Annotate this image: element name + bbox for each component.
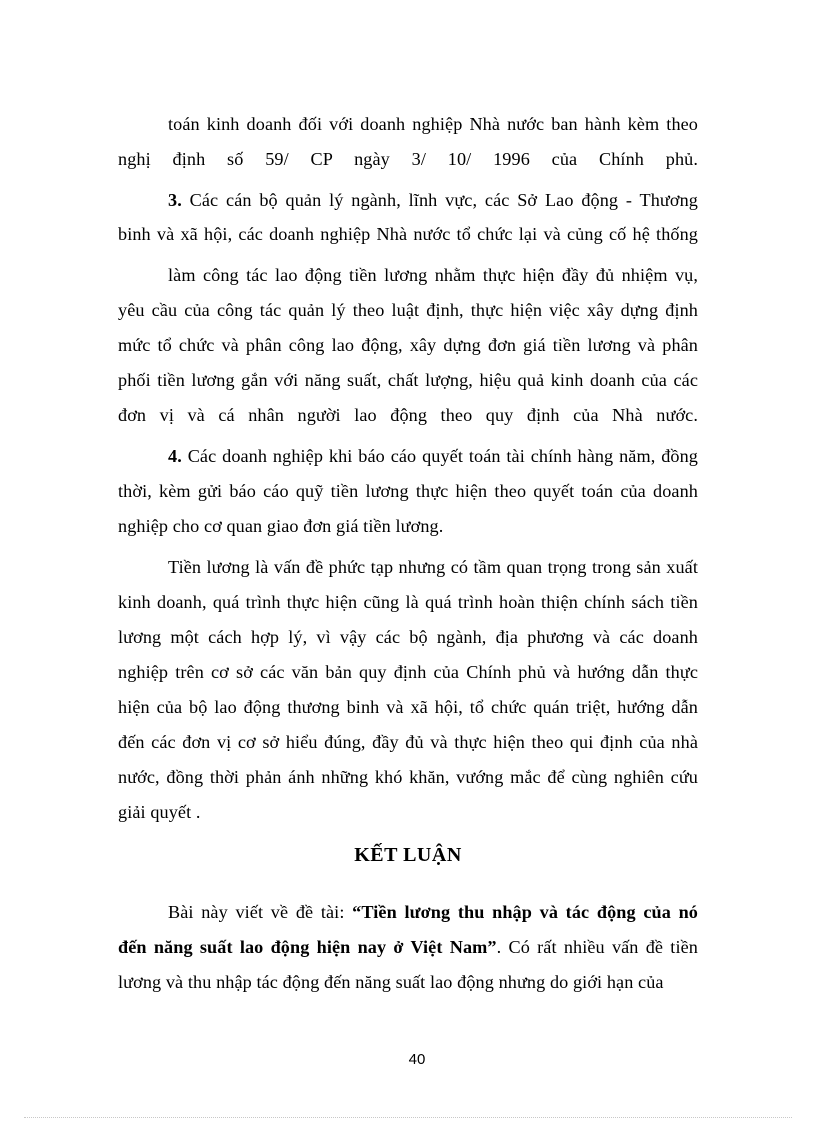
conclusion-line-1 [168, 900, 698, 924]
page-number: 40 [408, 1051, 426, 1068]
body-text-line: nghiệp trên cơ sở các văn bản quy định của Chính phủ và hướng dẫn thực [118, 662, 698, 682]
body-text-line: nghiệp cho cơ quan giao đơn giá tiền lương. [118, 516, 444, 536]
numbered-item-4 [168, 444, 698, 468]
body-text-line: toán kinh doanh đối với doanh nghiệp Nhà nước ban hành kèm theo [168, 114, 698, 134]
body-text-line: mức tổ chức và phân công lao động, xây dựng đơn giá tiền lương và phân [118, 335, 698, 355]
body-text-line: lương một cách hợp lý, vì vậy các bộ ngành, địa phương và các doanh [118, 627, 698, 647]
body-text-line: yêu cầu của công tác quản lý theo luật định, thực hiện việc xây dựng định [118, 300, 698, 320]
thesis-title-part2: đến năng suất lao động hiện nay ở Việt Nam” [118, 937, 497, 957]
body-text-line: giải quyết . [118, 802, 201, 822]
item-text: Các cán bộ quản lý ngành, lĩnh vực, các Sở Lao động - Thương [181, 190, 698, 210]
body-text-line: thời, kèm gửi báo cáo quỹ tiền lương thực hiện theo quyết toán của doanh [118, 481, 698, 501]
body-text-line: phối tiền lương gắn với năng suất, chất lượng, hiệu quả kinh doanh của các [118, 370, 698, 390]
conclusion-heading: KẾT LUẬN [354, 844, 462, 866]
body-text-line: nghị định số 59/ CP ngày 3/ 10/ 1996 của Chính phủ. [118, 149, 698, 169]
page-bottom-divider [24, 1117, 792, 1118]
body-text-line: đơn vị và cá nhân người lao động theo quy định của Nhà nước. [118, 405, 698, 425]
conclusion-line-2 [118, 935, 698, 959]
body-text-line: đến các đơn vị cơ sở hiểu đúng, đầy đủ và thực hiện theo qui định của nhà [118, 732, 698, 752]
numbered-item-3 [168, 188, 698, 212]
body-text-line: làm công tác lao động tiền lương nhằm thực hiện đầy đủ nhiệm vụ, [168, 265, 698, 285]
item-text: Các doanh nghiệp khi báo cáo quyết toán tài chính hàng năm, đồng [181, 446, 698, 466]
body-text-line: nước, đồng thời phản ánh những khó khăn, vướng mắc để cùng nghiên cứu [118, 767, 698, 787]
conclusion-intro: Bài này viết về đề tài: [168, 902, 353, 922]
thesis-title-part1: “Tiền lương thu nhập và tác động của nó [352, 902, 699, 922]
body-text-line: Tiền lương là vấn đề phức tạp nhưng có tầm quan trọng trong sản xuất [168, 557, 698, 577]
conclusion-continuation: . Có rất nhiều vấn đề tiền [496, 937, 698, 957]
item-number: 3. [168, 190, 182, 210]
body-text-line: hiện của bộ lao động thương binh và xã hội, tổ chức quán triệt, hướng dẫn [118, 697, 698, 717]
body-text-line: lương và thu nhập tác động đến năng suất lao động nhưng do giới hạn của [118, 972, 664, 992]
body-text-line: binh và xã hội, các doanh nghiệp Nhà nước tổ chức lại và củng cố hệ thống [118, 224, 698, 244]
body-text-line: kinh doanh, quá trình thực hiện cũng là quá trình hoàn thiện chính sách tiền [118, 592, 698, 612]
item-number: 4. [168, 446, 182, 466]
